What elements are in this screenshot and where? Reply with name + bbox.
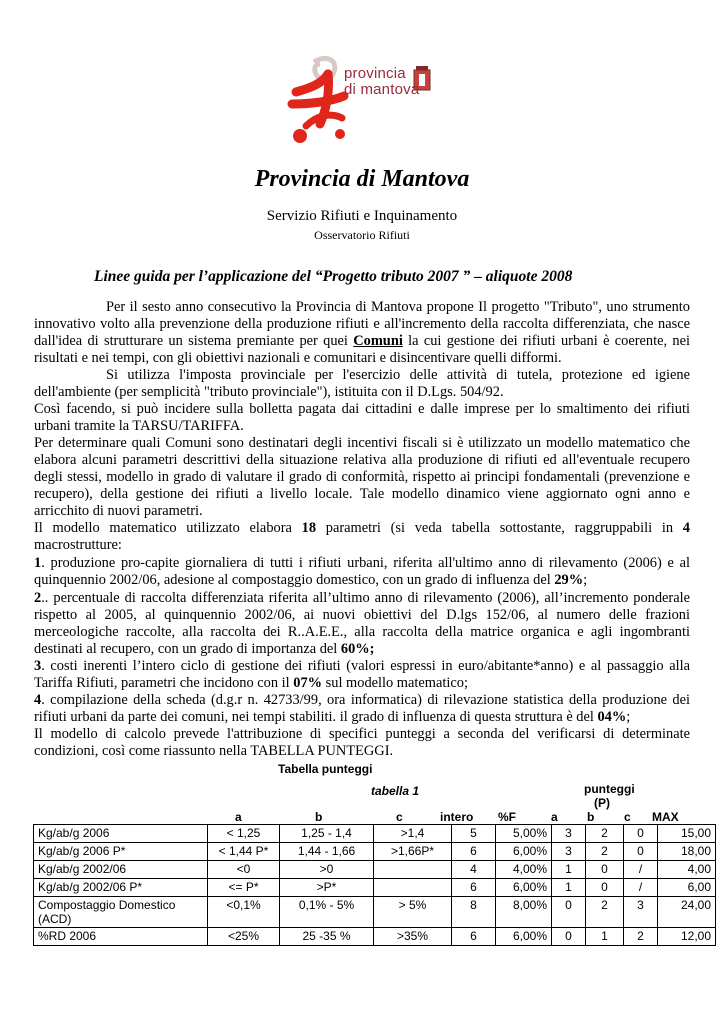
table-cell: <0 xyxy=(208,861,280,879)
comuni-emphasis: Comuni xyxy=(353,333,403,349)
table-cell: 4,00% xyxy=(496,861,552,879)
table-cell: <= P* xyxy=(208,879,280,897)
list-item-4: 4. compilazione della scheda (d.g.r n. 42733/99, ora informatica) di rilevazione statistica della produzione dei rifiuti urbani da parte dei comuni, nei tempi stabiliti. il grado di influenza di questa struttura è del 04%; xyxy=(34,692,690,725)
table-cell: 0 xyxy=(552,897,586,928)
table-cell: 0 xyxy=(624,843,658,861)
table-cell: 0,1% - 5% xyxy=(280,897,374,928)
table-cell: 3 xyxy=(552,825,586,843)
table-cell: 3 xyxy=(552,843,586,861)
table-cell: 2 xyxy=(624,928,658,946)
punteggi-label: punteggi xyxy=(584,782,635,796)
scores-table xyxy=(33,824,716,946)
logo-line1: provincia xyxy=(344,65,406,82)
table-cell: Kg/ab/g 2006 xyxy=(34,825,208,843)
paragraph-bolletta: Così facendo, si può incidere sulla bolletta pagata dai cittadini e dalle imprese per lo smaltimento dei rifiuti urbani tramite la TARSU/TARIFFA. xyxy=(34,401,690,434)
table-cell: 6 xyxy=(452,879,496,897)
table-cell: / xyxy=(624,861,658,879)
table-cell: >1,4 xyxy=(374,825,452,843)
table-cell: 1 xyxy=(586,928,624,946)
punteggi-sub: (P) xyxy=(594,796,610,810)
column-header: MAX xyxy=(652,810,679,824)
table-cell: 0 xyxy=(624,825,658,843)
logo-line2: di mantova xyxy=(344,81,420,98)
table-cell: > 5% xyxy=(374,897,452,928)
department-name: Servizio Rifiuti e Inquinamento xyxy=(266,208,458,224)
table-cell: 2 xyxy=(586,825,624,843)
body-text xyxy=(34,299,690,760)
table-cell xyxy=(374,879,452,897)
paragraph-imposta: Si utilizza l'imposta provinciale per l'esercizio delle attività di tutela, protezione ed igiene dell'ambiente (per semplicità "tributo provinciale"), istituita con il D.Lgs. 504/92. xyxy=(34,367,690,400)
paragraph-modello: Per determinare quali Comuni sono destinatari degli incentivi fiscali si è utilizzato un modello matematico che elabora alcuni parametri descrittivi della situazione relativa alla produzione di rifiuti ed all'eventuale recupero degli stessi, modello in grado di valutare il grado di conformità, rispetto ai principi fondamentali (prevenzione e recupero), della gestione dei rifiuti a livello locale. Tale modello dinamico viene aggiornato ogni anno e arricchito di nuovi parametri. xyxy=(34,435,690,519)
table-cell: 8 xyxy=(452,897,496,928)
table-cell: 6,00 xyxy=(658,879,716,897)
table-cell: 6,00% xyxy=(496,843,552,861)
table-row xyxy=(34,861,716,879)
table-cell: 1,25 - 1,4 xyxy=(280,825,374,843)
column-header: a xyxy=(551,810,558,824)
table-cell xyxy=(374,861,452,879)
table-cell: 5 xyxy=(452,825,496,843)
table-cell: 1 xyxy=(552,861,586,879)
table-cell: 3 xyxy=(624,897,658,928)
table-cell: <25% xyxy=(208,928,280,946)
list-item-2: 2.. percentuale di raccolta differenziata riferita all’ultimo anno di rilevamento (2006), all’incremento ponderale rispetto al 2005, al quinquennio 2002/06, ai nuovi obiettivi del D.lgs 152/06, al numero delle frazioni merceologiche raccolte, alla raccolta dei R..A.E.E., alla raccolta della matrice organica e agli ingombranti destinati al recupero, con un grado di importanza del 60%; xyxy=(34,590,690,657)
paragraph-calcolo: Il modello di calcolo prevede l'attribuzione di specifici punteggi a seconda del verificarsi di determinate condizioni, così come riassunto nella TABELLA PUNTEGGI. xyxy=(34,726,690,759)
table-cell: 2 xyxy=(586,897,624,928)
logo-text xyxy=(344,66,419,98)
table-cell: 6,00% xyxy=(496,928,552,946)
table-cell: >P* xyxy=(280,879,374,897)
table-cell: <0,1% xyxy=(208,897,280,928)
column-header: b xyxy=(315,810,323,824)
column-header: %F xyxy=(498,810,516,824)
table-cell: 4 xyxy=(452,861,496,879)
paragraph-parametri: Il modello matematico utilizzato elabora 18 parametri (si veda tabella sottostante, raggruppabili in 4 macrostrutture: xyxy=(34,520,690,553)
column-header: a xyxy=(235,810,242,824)
table-cell: 2 xyxy=(586,843,624,861)
table-caption: Tabella punteggi xyxy=(278,762,373,776)
table-cell: 1,44 - 1,66 xyxy=(280,843,374,861)
table-cell: 0 xyxy=(586,861,624,879)
document-heading: Linee guida per l’applicazione del “Progetto tributo 2007 ” – aliquote 2008 xyxy=(94,268,573,285)
table-cell: >35% xyxy=(374,928,452,946)
column-header: b xyxy=(587,810,595,824)
table-header-area xyxy=(0,782,724,824)
table-row xyxy=(34,843,716,861)
table-cell: 8,00% xyxy=(496,897,552,928)
table-cell: 5,00% xyxy=(496,825,552,843)
table-cell: 0 xyxy=(586,879,624,897)
table-row xyxy=(34,879,716,897)
paragraph-intro: Per il sesto anno consecutivo la Provincia di Mantova propone Il progetto "Tributo", uno strumento innovativo volto alla prevenzione della produzione rifiuti e all'incremento della raccolta differenziata, che nasce dall'idea di strutturare un sistema premiante per quei Comuni la cui gestione dei rifiuti urbani è coerente, nei risultati e nei tempi, con gli obiettivi nazionali e comunitari e disincentivare quelli difformi. xyxy=(34,299,690,366)
table-cell: 25 -35 % xyxy=(280,928,374,946)
list-item-1: 1. produzione pro-capite giornaliera di tutti i rifiuti urbani, riferita all'ultimo anno di rilevamento (2006) e al quinquennio 2002/06, adesione al compostaggio domestico, con un grado di influenza del 29%; xyxy=(34,555,690,588)
table-cell: 6 xyxy=(452,928,496,946)
list-item-3: 3. costi inerenti l’intero ciclo di gestione dei rifiuti (valori espressi in euro/abitante*anno) e al passaggio alla Tariffa Rifiuti, parametri che incidono con il 07% sul modello matematico; xyxy=(34,658,690,691)
table-cell: 0 xyxy=(552,928,586,946)
column-header: intero xyxy=(440,810,474,824)
table-cell: Kg/ab/g 2002/06 P* xyxy=(34,879,208,897)
table-cell: < 1,44 P* xyxy=(208,843,280,861)
table-cell: 24,00 xyxy=(658,897,716,928)
table-subcaption: tabella 1 xyxy=(371,784,420,798)
column-header: c xyxy=(396,810,403,824)
table-cell: >1,66P* xyxy=(374,843,452,861)
office-name: Osservatorio Rifiuti xyxy=(314,228,410,242)
column-header: c xyxy=(624,810,631,824)
table-cell: 12,00 xyxy=(658,928,716,946)
table-cell: Kg/ab/g 2006 P* xyxy=(34,843,208,861)
table-cell: / xyxy=(624,879,658,897)
table-cell: >0 xyxy=(280,861,374,879)
page-title: Provincia di Mantova xyxy=(254,166,470,192)
table-cell: Kg/ab/g 2002/06 xyxy=(34,861,208,879)
table-cell: Compostaggio Domestico (ACD) xyxy=(34,897,208,928)
logo xyxy=(286,52,436,152)
table-cell: 18,00 xyxy=(658,843,716,861)
table-cell: 6 xyxy=(452,843,496,861)
table-cell: 4,00 xyxy=(658,861,716,879)
table-cell: %RD 2006 xyxy=(34,928,208,946)
table-cell: 15,00 xyxy=(658,825,716,843)
table-row xyxy=(34,928,716,946)
table-cell: 1 xyxy=(552,879,586,897)
table-cell: 6,00% xyxy=(496,879,552,897)
table-cell: < 1,25 xyxy=(208,825,280,843)
table-row xyxy=(34,825,716,843)
table-row xyxy=(34,897,716,928)
